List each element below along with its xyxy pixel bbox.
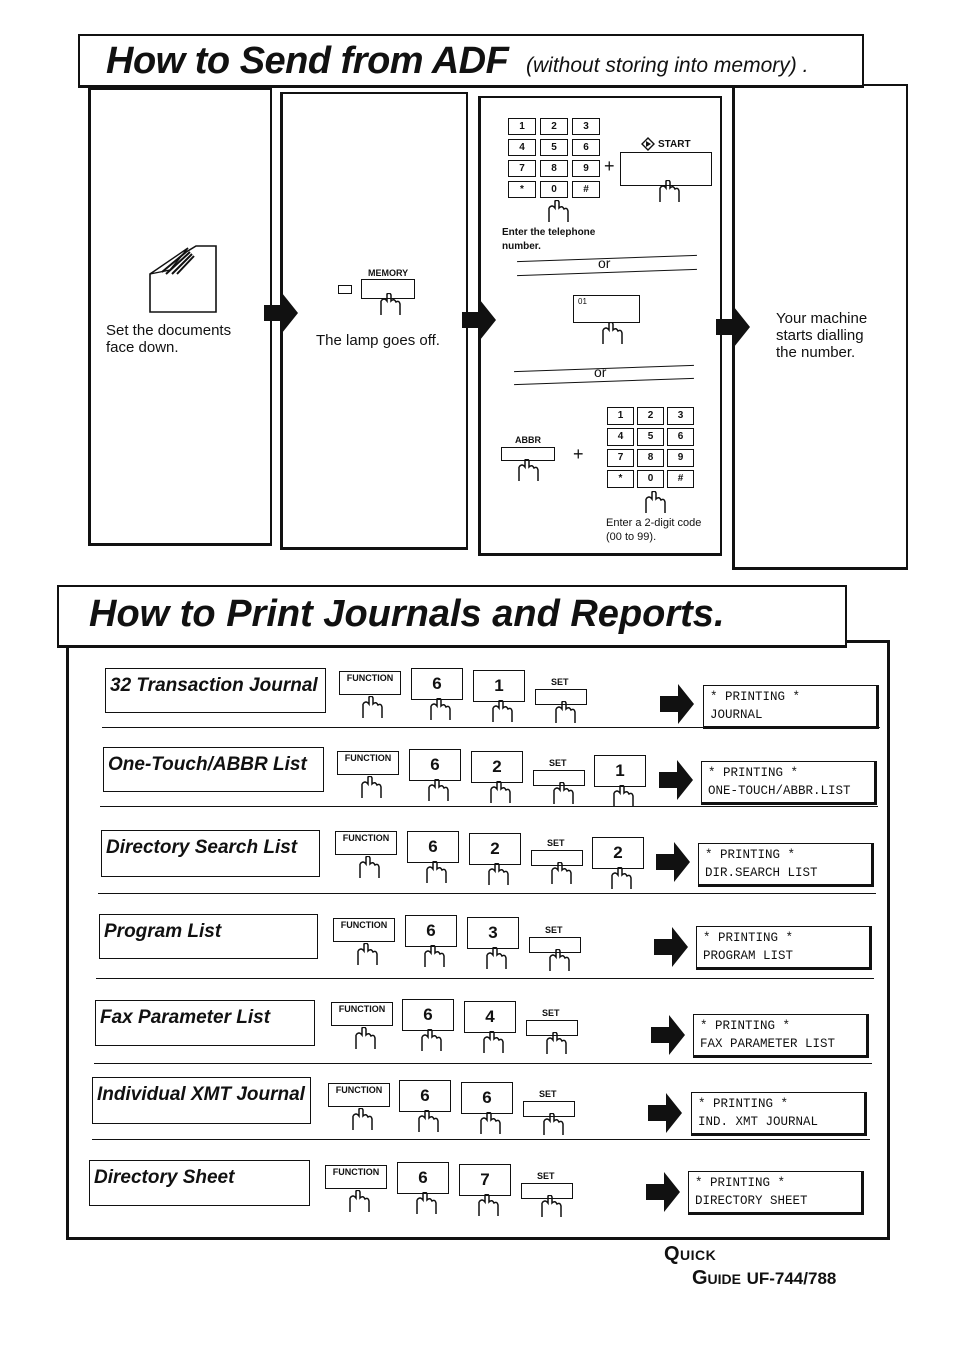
pointing-hand-icon xyxy=(425,698,451,720)
footer-guide: Guide xyxy=(692,1267,742,1289)
key-1[interactable]: 1 xyxy=(508,118,536,135)
key-2[interactable]: 2 xyxy=(540,118,568,135)
pointing-hand-icon xyxy=(413,1110,439,1132)
section2-title-box xyxy=(57,585,847,648)
number-key[interactable]: 6 xyxy=(399,1080,451,1112)
set-label: SET xyxy=(549,758,567,768)
pointing-hand-icon xyxy=(538,1113,564,1135)
arrow-right-icon xyxy=(651,1015,685,1055)
pointing-hand-icon xyxy=(548,782,574,804)
document-icon xyxy=(146,244,218,316)
arrow-right-icon xyxy=(716,307,750,347)
pointing-hand-icon xyxy=(640,491,666,513)
key-2[interactable]: 2 xyxy=(637,407,664,425)
display-panel xyxy=(698,843,874,887)
pointing-hand-icon xyxy=(423,779,449,801)
pointing-hand-icon xyxy=(375,293,401,315)
arrow-right-icon xyxy=(654,927,688,967)
key-hash[interactable]: # xyxy=(572,181,600,198)
key-1[interactable]: 1 xyxy=(607,407,634,425)
key-0[interactable]: 0 xyxy=(637,470,664,488)
start-icon xyxy=(641,137,655,151)
number-key[interactable]: 7 xyxy=(459,1164,511,1196)
number-key[interactable]: 6 xyxy=(407,831,459,863)
pointing-hand-icon xyxy=(483,863,509,885)
key-7[interactable]: 7 xyxy=(607,449,634,467)
memory-lamp xyxy=(338,285,352,294)
report-label: One-Touch/ABBR List xyxy=(103,747,324,792)
key-5[interactable]: 5 xyxy=(540,139,568,156)
step2-text: The lamp goes off. xyxy=(316,332,440,349)
function-button[interactable]: FUNCTION xyxy=(339,671,401,695)
pointing-hand-icon xyxy=(481,947,507,969)
extra-key[interactable]: 2 xyxy=(592,837,644,869)
number-key[interactable]: 6 xyxy=(461,1082,513,1114)
pointing-hand-icon xyxy=(344,1190,370,1212)
row-divider xyxy=(102,727,880,728)
arrow-right-icon xyxy=(648,1093,682,1133)
display-line2: JOURNAL xyxy=(710,708,763,722)
step4-text: Your machine starts dialling the number. xyxy=(776,310,868,361)
or-text: or xyxy=(598,255,611,271)
pointing-hand-icon xyxy=(543,200,569,222)
pointing-hand-icon xyxy=(487,700,513,722)
pointing-hand-icon xyxy=(608,785,634,807)
pointing-hand-icon xyxy=(357,696,383,718)
display-line1: * PRINTING * xyxy=(710,690,801,704)
number-key[interactable]: 6 xyxy=(411,668,463,700)
pointing-hand-icon xyxy=(416,1029,442,1051)
memory-label: MEMORY xyxy=(368,268,409,278)
display-panel xyxy=(688,1171,864,1215)
plus-sign: + xyxy=(604,156,615,176)
pointing-hand-icon xyxy=(546,862,572,884)
key-star[interactable]: * xyxy=(607,470,634,488)
display-line1: * PRINTING * xyxy=(700,1019,791,1033)
key-9[interactable]: 9 xyxy=(667,449,694,467)
key-7[interactable]: 7 xyxy=(508,160,536,177)
pointing-hand-icon xyxy=(606,867,632,889)
extra-key[interactable]: 1 xyxy=(594,755,646,787)
function-button[interactable]: FUNCTION xyxy=(337,751,399,775)
arrow-right-icon xyxy=(660,684,694,724)
pointing-hand-icon xyxy=(411,1192,437,1214)
function-button[interactable]: FUNCTION xyxy=(325,1165,387,1189)
display-panel xyxy=(703,685,879,729)
onetouch-button[interactable]: 01 xyxy=(573,295,640,323)
display-panel xyxy=(696,926,872,970)
section2-title: How to Print Journals and Reports. xyxy=(89,593,725,635)
number-key[interactable]: 3 xyxy=(467,917,519,949)
report-label: Directory Sheet xyxy=(89,1160,310,1206)
abbr-label: ABBR xyxy=(515,435,541,445)
pointing-hand-icon xyxy=(354,856,380,878)
report-label: 32 Transaction Journal xyxy=(105,668,326,713)
set-label: SET xyxy=(551,677,569,687)
report-label: Directory Search List xyxy=(101,830,320,877)
set-label: SET xyxy=(545,925,563,935)
function-button[interactable]: FUNCTION xyxy=(335,831,397,855)
display-panel xyxy=(691,1092,867,1136)
row-divider xyxy=(98,893,876,894)
set-label: SET xyxy=(537,1171,555,1181)
key-8[interactable]: 8 xyxy=(540,160,568,177)
pointing-hand-icon xyxy=(485,781,511,803)
number-key[interactable]: 6 xyxy=(402,999,454,1031)
pointing-hand-icon xyxy=(419,945,445,967)
pointing-hand-icon xyxy=(544,949,570,971)
number-key[interactable]: 4 xyxy=(464,1001,516,1033)
arrow-right-icon xyxy=(659,760,693,800)
report-label: Individual XMT Journal xyxy=(92,1077,311,1124)
arrow-right-icon xyxy=(462,300,496,340)
arrow-right-icon xyxy=(646,1172,680,1212)
function-button[interactable]: FUNCTION xyxy=(328,1083,390,1107)
key-6[interactable]: 6 xyxy=(667,428,694,446)
pointing-hand-icon xyxy=(550,701,576,723)
display-panel xyxy=(701,761,877,805)
footer-quick: Quick xyxy=(664,1243,717,1265)
row-divider xyxy=(94,1063,872,1064)
display-line1: * PRINTING * xyxy=(698,1097,789,1111)
pointing-hand-icon xyxy=(654,180,680,202)
display-line2: DIRECTORY SHEET xyxy=(695,1194,808,1208)
arrow-right-icon xyxy=(264,293,298,333)
enter-phone-text: Enter the telephone number. xyxy=(502,227,596,252)
set-label: SET xyxy=(547,838,565,848)
function-button[interactable]: FUNCTION xyxy=(333,918,395,942)
set-label: SET xyxy=(539,1089,557,1099)
function-button[interactable]: FUNCTION xyxy=(331,1002,393,1026)
display-line2: PROGRAM LIST xyxy=(703,949,794,963)
row-divider xyxy=(96,978,874,979)
key-4[interactable]: 4 xyxy=(607,428,634,446)
key-3[interactable]: 3 xyxy=(572,118,600,135)
plus-sign: + xyxy=(573,444,584,464)
step1-text: Set the documents face down. xyxy=(106,322,232,356)
pointing-hand-icon xyxy=(536,1195,562,1217)
number-key[interactable]: 2 xyxy=(471,751,523,783)
pointing-hand-icon xyxy=(597,322,623,344)
key-5[interactable]: 5 xyxy=(637,428,664,446)
key-6[interactable]: 6 xyxy=(572,139,600,156)
display-line2: ONE-TOUCH/ABBR.LIST xyxy=(708,784,851,798)
key-8[interactable]: 8 xyxy=(637,449,664,467)
pointing-hand-icon xyxy=(356,776,382,798)
row-divider xyxy=(92,1139,870,1140)
arrow-right-icon xyxy=(656,842,690,882)
display-panel xyxy=(693,1014,869,1058)
report-label: Fax Parameter List xyxy=(95,1000,315,1046)
display-line2: DIR.SEARCH LIST xyxy=(705,866,818,880)
pointing-hand-icon xyxy=(541,1032,567,1054)
number-key[interactable]: 6 xyxy=(397,1162,449,1194)
key-0[interactable]: 0 xyxy=(540,181,568,198)
key-hash[interactable]: # xyxy=(667,470,694,488)
enter-code-text: Enter a 2-digit code (00 to 99). xyxy=(606,517,702,543)
or-text: or xyxy=(594,364,607,380)
key-star[interactable]: * xyxy=(508,181,536,198)
number-key[interactable]: 1 xyxy=(473,670,525,702)
step2-panel xyxy=(280,92,468,550)
display-line2: IND. XMT JOURNAL xyxy=(698,1115,819,1129)
pointing-hand-icon xyxy=(513,459,539,481)
number-key[interactable]: 6 xyxy=(409,749,461,781)
pointing-hand-icon xyxy=(478,1031,504,1053)
pointing-hand-icon xyxy=(473,1194,499,1216)
display-line2: FAX PARAMETER LIST xyxy=(700,1037,836,1051)
pointing-hand-icon xyxy=(347,1108,373,1130)
pointing-hand-icon xyxy=(475,1112,501,1134)
key-9[interactable]: 9 xyxy=(572,160,600,177)
start-label: START xyxy=(658,139,691,150)
display-line1: * PRINTING * xyxy=(703,931,794,945)
display-line1: * PRINTING * xyxy=(705,848,796,862)
display-line1: * PRINTING * xyxy=(695,1176,786,1190)
set-label: SET xyxy=(542,1008,560,1018)
key-4[interactable]: 4 xyxy=(508,139,536,156)
section1-title-box xyxy=(78,34,864,88)
number-key[interactable]: 2 xyxy=(469,833,521,865)
row-divider xyxy=(100,806,878,807)
number-key[interactable]: 6 xyxy=(405,915,457,947)
footer-model: UF-744/788 xyxy=(746,1269,837,1288)
report-label: Program List xyxy=(99,914,318,959)
key-3[interactable]: 3 xyxy=(667,407,694,425)
section1-title: How to Send from ADF xyxy=(106,40,509,82)
section1-subtitle: (without storing into memory) . xyxy=(526,54,809,77)
display-line1: * PRINTING * xyxy=(708,766,799,780)
pointing-hand-icon xyxy=(352,943,378,965)
pointing-hand-icon xyxy=(421,861,447,883)
pointing-hand-icon xyxy=(350,1027,376,1049)
step1-panel xyxy=(88,88,272,546)
footer-guide-line xyxy=(692,1267,836,1290)
